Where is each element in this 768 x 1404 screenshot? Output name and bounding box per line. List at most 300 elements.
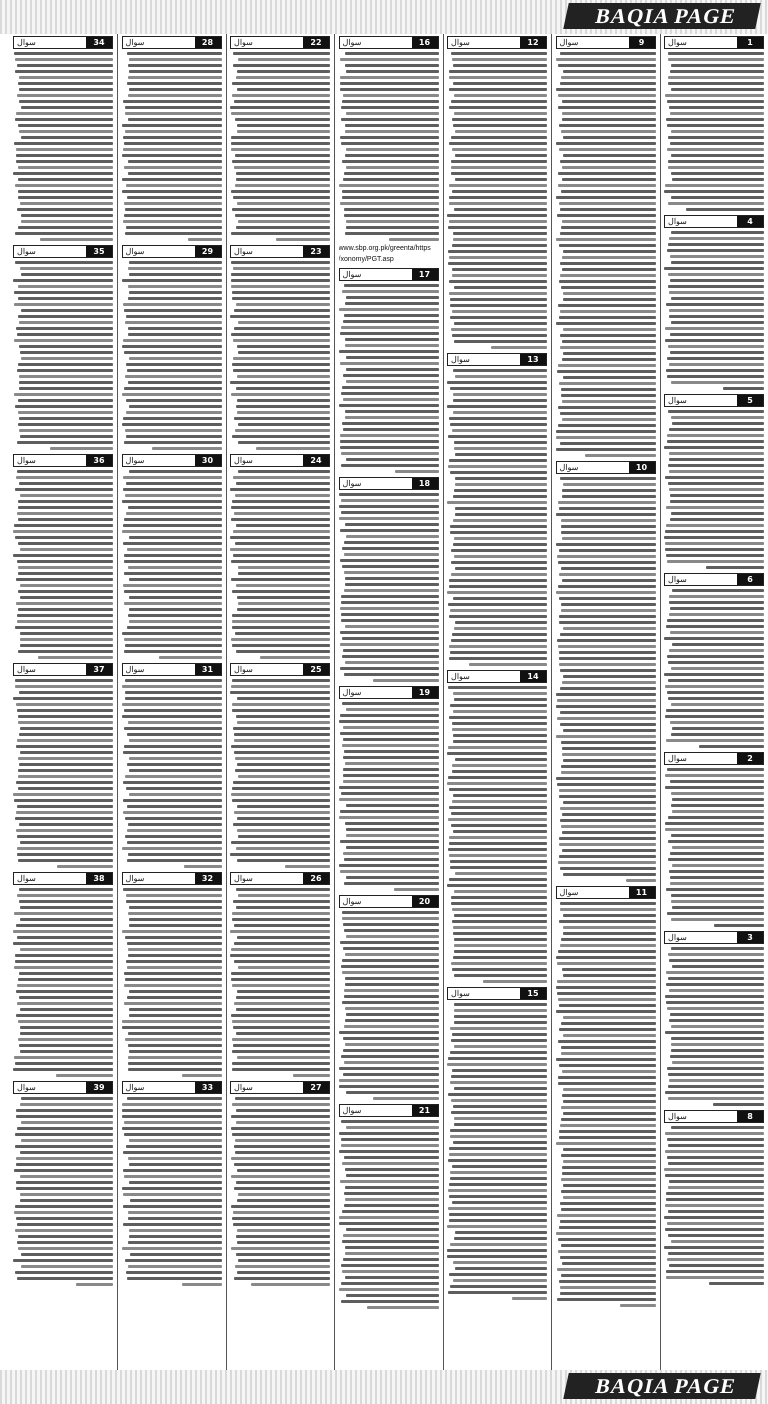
text-line <box>339 517 438 520</box>
text-line <box>21 1139 113 1142</box>
text-line <box>449 184 547 187</box>
text-line <box>559 280 655 283</box>
text-line <box>671 894 764 897</box>
text-line <box>563 729 656 732</box>
text-line <box>339 786 439 789</box>
text-line <box>342 1162 438 1165</box>
text-line <box>15 488 113 491</box>
text-line <box>562 579 655 582</box>
question-header <box>13 872 113 885</box>
text-line <box>669 595 764 598</box>
text-line <box>128 267 221 270</box>
text-line <box>234 739 330 742</box>
text-line <box>562 753 656 756</box>
question-header <box>13 663 113 676</box>
text-line <box>13 942 113 945</box>
text-line <box>686 208 764 211</box>
text-line <box>559 651 655 654</box>
text-line <box>561 1244 656 1247</box>
text-line <box>667 1067 764 1070</box>
text-line <box>560 944 655 947</box>
text-line <box>231 279 330 282</box>
question-number: 33 <box>195 1082 221 1093</box>
text-line <box>231 972 330 975</box>
text-line <box>346 1174 439 1177</box>
text-line <box>14 799 113 802</box>
text-line <box>346 1228 438 1231</box>
text-line <box>345 344 438 347</box>
question-block <box>339 477 439 682</box>
text-line <box>452 268 547 271</box>
text-line <box>346 876 439 879</box>
text-line <box>129 536 222 539</box>
text-line <box>18 506 114 509</box>
text-line <box>562 358 655 361</box>
source-url[interactable]: /xonomy/PGT.asp <box>338 256 394 263</box>
text-line <box>128 1068 221 1071</box>
text-line <box>343 780 439 783</box>
question-number: 37 <box>86 664 112 675</box>
text-line <box>18 1038 113 1041</box>
text-line <box>339 350 439 353</box>
question-block <box>664 36 764 211</box>
text-line <box>344 314 439 317</box>
text-line <box>232 912 330 915</box>
question-header <box>664 215 764 228</box>
text-line <box>13 530 113 533</box>
question-label: سوال <box>668 217 687 226</box>
text-line <box>557 370 656 373</box>
text-line <box>232 1068 330 1071</box>
text-line <box>451 1099 547 1102</box>
column-divider <box>551 34 552 1370</box>
text-line <box>342 637 438 640</box>
text-line <box>561 1106 656 1109</box>
text-line <box>669 1079 764 1082</box>
text-line <box>561 771 656 774</box>
text-line <box>343 94 439 97</box>
source-url[interactable]: www.sbp.org.pk/greenta/https <box>338 245 431 252</box>
text-line <box>340 714 438 717</box>
text-line <box>236 1235 330 1238</box>
text-line <box>668 410 764 413</box>
question-header <box>447 987 547 1000</box>
text-line <box>256 447 330 450</box>
text-line <box>558 364 656 367</box>
text-line <box>238 572 330 575</box>
text-line <box>671 1043 764 1046</box>
text-line <box>236 996 330 999</box>
text-line <box>561 567 655 570</box>
text-line <box>238 441 330 444</box>
text-line <box>341 1138 438 1141</box>
text-line <box>123 584 221 587</box>
text-line <box>450 1285 547 1288</box>
text-line <box>666 625 764 628</box>
text-line <box>558 94 655 97</box>
text-line <box>339 184 438 187</box>
text-line <box>236 1008 330 1011</box>
text-line <box>669 315 764 318</box>
text-line <box>452 244 547 247</box>
question-header <box>230 663 330 676</box>
text-line <box>341 619 439 622</box>
text-line <box>343 756 439 759</box>
text-line <box>560 723 656 726</box>
question-block <box>230 245 330 450</box>
text-line <box>18 285 113 288</box>
text-line <box>342 911 439 914</box>
text-line <box>17 64 113 67</box>
text-line <box>125 1259 222 1262</box>
text-line <box>665 1150 764 1153</box>
question-number: 21 <box>412 1105 438 1116</box>
text-line <box>512 1297 547 1300</box>
text-line <box>20 1103 113 1106</box>
text-line <box>20 751 113 754</box>
text-line <box>448 435 547 438</box>
text-line <box>560 274 655 277</box>
text-line <box>671 918 764 921</box>
question-number: 17 <box>412 269 438 280</box>
text-line <box>124 638 221 641</box>
text-line <box>127 733 221 736</box>
question-number: 14 <box>520 671 546 682</box>
text-line <box>452 274 547 277</box>
text-line <box>16 602 113 605</box>
text-line <box>20 1050 113 1053</box>
text-line <box>449 878 547 881</box>
text-line <box>671 154 764 157</box>
text-line <box>668 697 764 700</box>
text-line <box>561 519 655 522</box>
text-line <box>125 775 222 778</box>
text-line <box>128 381 222 384</box>
text-line <box>454 555 547 558</box>
text-line <box>123 417 221 420</box>
text-line <box>452 429 547 432</box>
question-number: 25 <box>303 664 329 675</box>
text-line <box>128 721 222 724</box>
text-line <box>233 369 330 372</box>
text-line <box>234 733 330 736</box>
text-line <box>557 992 656 995</box>
text-line <box>13 930 113 933</box>
question-number: 39 <box>86 1082 112 1093</box>
text-line <box>345 577 438 580</box>
text-line <box>344 750 438 753</box>
text-line <box>21 1097 113 1100</box>
text-line <box>454 938 547 941</box>
text-line <box>124 709 222 712</box>
text-line <box>234 1145 330 1148</box>
text-line <box>345 1246 439 1249</box>
text-line <box>343 398 438 401</box>
text-line <box>561 741 656 744</box>
text-line <box>21 1265 113 1268</box>
text-line <box>664 446 764 449</box>
text-line <box>345 661 438 664</box>
text-line <box>237 202 330 205</box>
text-line <box>666 971 764 974</box>
text-line <box>671 130 764 133</box>
text-line <box>129 906 221 909</box>
text-line <box>238 602 330 605</box>
text-line <box>562 495 655 498</box>
text-line <box>236 1109 330 1112</box>
text-line <box>232 1050 330 1053</box>
text-line <box>665 542 764 545</box>
text-line <box>557 214 656 217</box>
text-line <box>19 482 113 485</box>
text-line <box>449 836 547 839</box>
text-line <box>231 1175 330 1178</box>
text-line <box>19 381 113 384</box>
text-line <box>453 597 547 600</box>
text-line <box>343 649 438 652</box>
text-line <box>562 489 656 492</box>
text-line <box>127 52 221 55</box>
text-line <box>340 840 438 843</box>
text-line <box>672 1061 764 1064</box>
question-header <box>664 573 764 586</box>
text-line <box>18 411 113 414</box>
text-line <box>346 535 438 538</box>
text-line <box>454 286 547 289</box>
text-line <box>668 1097 764 1100</box>
text-line <box>449 292 547 295</box>
text-line <box>669 470 765 473</box>
text-line <box>561 603 656 606</box>
text-line <box>453 369 547 372</box>
question-block <box>339 1104 439 1309</box>
text-line <box>563 675 656 678</box>
text-column <box>339 34 439 1370</box>
text-line <box>713 1103 764 1106</box>
text-line <box>344 882 439 885</box>
text-line <box>454 1021 547 1024</box>
text-line <box>18 363 113 366</box>
text-line <box>124 554 221 557</box>
text-line <box>19 996 113 999</box>
text-line <box>454 1045 547 1048</box>
text-line <box>231 333 330 336</box>
text-line <box>452 118 547 121</box>
text-line <box>235 154 330 157</box>
text-line <box>559 1226 655 1229</box>
text-line <box>343 774 438 777</box>
text-line <box>562 166 655 169</box>
text-line <box>561 1154 656 1157</box>
question-number: 12 <box>520 37 546 48</box>
text-line <box>344 1192 439 1195</box>
text-line <box>17 560 113 563</box>
text-line <box>122 1020 221 1023</box>
text-line <box>373 1097 439 1100</box>
text-line <box>128 160 222 163</box>
text-line <box>233 1223 330 1226</box>
text-line <box>122 1115 222 1118</box>
text-line <box>562 831 656 834</box>
text-line <box>671 1126 764 1129</box>
text-line <box>450 1171 547 1174</box>
text-line <box>123 888 222 891</box>
text-line <box>563 352 655 355</box>
text-line <box>122 423 222 426</box>
text-line <box>453 82 547 85</box>
question-label: سوال <box>559 888 579 897</box>
text-line <box>19 387 113 390</box>
text-line <box>454 1003 547 1006</box>
text-line <box>128 853 222 856</box>
text-line <box>562 100 655 103</box>
text-line <box>563 70 655 73</box>
text-line <box>562 968 655 971</box>
question-label: سوال <box>234 874 253 883</box>
text-line <box>664 1246 764 1249</box>
text-line <box>343 374 438 377</box>
text-line <box>452 1165 547 1168</box>
text-line <box>665 1204 764 1207</box>
text-line <box>671 1049 764 1052</box>
text-line <box>345 1198 439 1201</box>
text-line <box>556 1010 655 1013</box>
text-line <box>236 847 330 850</box>
text-line <box>339 308 439 311</box>
text-line <box>18 721 113 724</box>
text-line <box>342 917 438 920</box>
question-block <box>339 895 439 1100</box>
text-line <box>234 924 330 927</box>
text-line <box>21 1253 113 1256</box>
text-line <box>19 345 113 348</box>
text-line <box>560 232 655 235</box>
text-line <box>345 762 438 765</box>
question-header <box>13 1081 113 1094</box>
text-line <box>560 1202 655 1205</box>
text-line <box>672 864 765 867</box>
text-line <box>449 196 547 199</box>
text-line <box>127 196 222 199</box>
text-line <box>236 584 330 587</box>
text-line <box>559 202 656 205</box>
text-line <box>344 929 438 932</box>
text-line <box>452 770 547 773</box>
text-line <box>340 941 438 944</box>
text-line <box>18 1247 113 1250</box>
text-line <box>561 286 656 289</box>
question-number: 27 <box>303 1082 329 1093</box>
text-line <box>125 835 222 838</box>
text-line <box>126 1145 222 1148</box>
text-line <box>231 1014 330 1017</box>
text-line <box>342 100 438 103</box>
question-header <box>122 663 222 676</box>
question-block <box>13 454 113 659</box>
text-line <box>344 214 438 217</box>
text-line <box>667 768 764 771</box>
text-line <box>449 657 547 660</box>
text-line <box>455 483 547 486</box>
text-line <box>556 430 655 433</box>
text-line <box>238 423 330 426</box>
text-line <box>122 530 221 533</box>
text-line <box>342 959 438 962</box>
text-line <box>346 368 439 371</box>
text-line <box>129 578 221 581</box>
text-line <box>450 704 547 707</box>
text-line <box>128 1056 222 1059</box>
question-label: سوال <box>451 38 470 47</box>
text-line <box>125 494 221 497</box>
text-line <box>20 548 113 551</box>
question-block <box>122 454 222 659</box>
text-line <box>237 130 330 133</box>
text-line <box>340 732 439 735</box>
question-label: سوال <box>125 874 145 883</box>
text-line <box>341 142 438 145</box>
text-line <box>14 142 113 145</box>
text-line <box>450 860 547 863</box>
text-line <box>341 106 438 109</box>
text-line <box>672 589 764 592</box>
text-line <box>18 1020 113 1023</box>
text-line <box>188 238 222 241</box>
text-line <box>20 1008 113 1011</box>
text-line <box>344 571 438 574</box>
text-line <box>232 644 330 647</box>
text-line <box>670 142 764 145</box>
text-line <box>341 613 439 616</box>
text-line <box>455 1231 547 1234</box>
text-line <box>17 208 113 211</box>
text-line <box>344 995 438 998</box>
text-line <box>124 984 221 987</box>
question-header <box>447 36 547 49</box>
text-line <box>237 1241 330 1244</box>
text-line <box>232 1133 330 1136</box>
text-line <box>14 1056 113 1059</box>
text-line <box>234 327 330 330</box>
text-line <box>236 524 330 527</box>
question-number: 18 <box>412 478 438 489</box>
text-line <box>558 561 656 564</box>
text-line <box>237 375 331 378</box>
text-line <box>339 1222 439 1225</box>
text-line <box>453 393 547 396</box>
text-line <box>341 1144 439 1147</box>
text-line <box>669 291 764 294</box>
text-line <box>129 58 222 61</box>
text-line <box>453 64 547 67</box>
text-line <box>344 553 439 556</box>
text-line <box>450 316 547 319</box>
text-line <box>451 962 547 965</box>
question-header <box>230 872 330 885</box>
text-line <box>14 1169 113 1172</box>
text-line <box>563 292 655 295</box>
text-line <box>669 363 764 366</box>
text-line <box>672 798 764 801</box>
text-line <box>449 1213 547 1216</box>
text-line <box>451 902 547 905</box>
text-line <box>452 58 547 61</box>
text-line <box>450 1135 547 1138</box>
text-line <box>557 717 656 720</box>
text-line <box>560 160 655 163</box>
text-line <box>234 309 330 312</box>
text-line <box>665 94 764 97</box>
